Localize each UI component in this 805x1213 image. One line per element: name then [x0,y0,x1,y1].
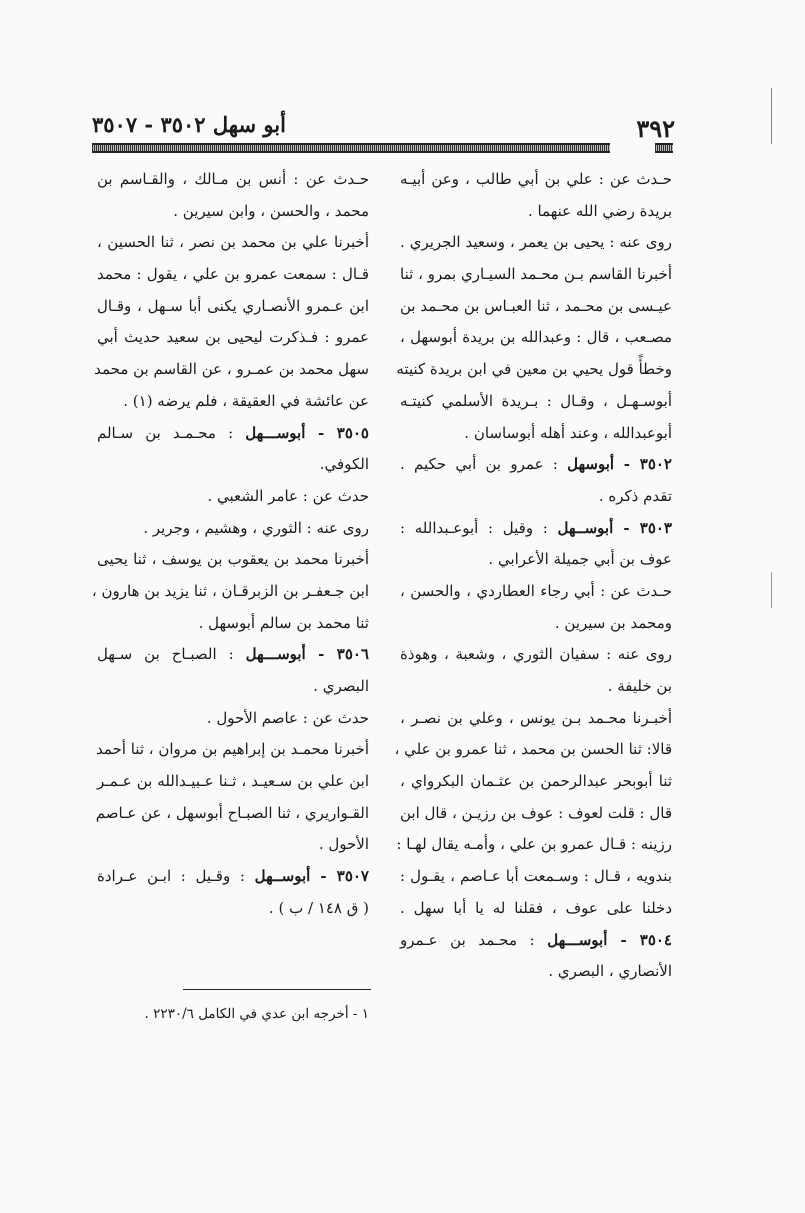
text-line: سهل محمد بن عمـرو ، عن القاسم بن محمد [94,360,369,379]
footnote-rule [183,989,371,990]
text-line: بن خليفة . [607,677,672,695]
text-line: حدث عن : عاصم الأحول . [206,708,369,727]
text-line: رزينه : قـال عمرو بن علي ، وأمـه يقال لهـا : [396,835,672,854]
entry-name: : الصبـاح بن سـهل [97,645,246,664]
text-line: تقدم ذكره . [598,486,672,505]
entry-heading [97,861,369,893]
entry-heading [97,639,369,671]
text-line: روى عنه : يحيى بن يعمر ، وسعيد الجريري . [400,233,672,252]
text-line: حـدث عن : أنس بن مـالك ، والقـاسم بن [97,170,369,188]
entry-number-title: ٣٥٠٥ - أبوســـهل [245,423,369,442]
text-line: ( ق ١٤٨ / ب ) . [268,898,369,917]
text-line: روى عنه : سفيان الثوري ، وشعبة ، وهوذة [400,645,672,664]
entry-name: : وقـيل : ابـن عـرادة [97,867,255,886]
text-line: ابن جـعفـر بن الزبرقـان ، ثنا يزيد بن هارون ، [91,581,369,600]
entry-number-title: ٣٥٠٣ - أبوســهل [557,518,672,537]
footnote: ١ - أخرجه ابن عدي في الكامل ٢٢٣٠/٦ . [144,1006,369,1022]
entry-heading [400,925,672,957]
text-line: روى عنه : الثوري ، وهشيم ، وجرير . [143,518,369,537]
text-line: الكوفي. [319,455,369,474]
left-column [91,164,369,925]
text-line: أخبـرنا محـمد بـن يونس ، وعلي بن نصـر ، [400,708,672,727]
text-line: ثنا أبوبحر عبدالرحمن بن عثـمان البكرواي ، [400,772,672,791]
entry-number-title: ٣٥٠٦ - أبوســـهل [245,645,369,664]
entry-name: : محـمـد بن سـالم [97,423,246,442]
entry-number-title: ٣٥٠٢ - أبوسهل [567,455,672,474]
entry-heading [97,418,369,450]
entry-name: : محـمد بن عـمرو [400,930,548,949]
text-line: عن عائشة في العقيقة ، فلم يرضه (١) . [123,391,369,410]
text-line: بريدة رضي الله عنهما . [527,201,672,220]
text-line: أخبرنا محمـد بن إبراهيم بن مروان ، ثنا أحمد [95,740,369,759]
page-number: ٣٩٢ [636,114,675,143]
running-head: أبو سهل ٣٥٠٢ - ٣٥٠٧ [92,112,286,137]
text-line: الأنصاري ، البصري . [548,962,672,981]
entry-heading [400,513,672,545]
text-line: الأحول . [318,835,369,854]
header-rule [92,143,610,153]
text-line: قالا: ثنا الحسن بن محمد ، ثنا عمرو بن علي ، [394,740,672,759]
entry-number-title: ٣٥٠٧ - أبوســهل [254,867,369,886]
header-rule [655,143,673,153]
text-line: حـدث عن : علي بن أبي طالب ، وعن أبيـه [400,170,672,188]
text-line: أخبرنا القاسم بـن محـمد السيـاري بمرو ، ثنا [400,265,672,284]
entry-name: : وقيل : أبوعـبدالله : [400,518,558,537]
text-line: أخبرنا محمد بن يعقوب بن يوسف ، ثنا يحيى [97,550,369,569]
text-line: عوف بن أبي جميلة الأعرابي . [488,550,672,569]
text-line: بندويه ، قـال : وسـمعت أبا عـاصم ، يقـول : [400,867,672,886]
text-line: عمرو : فـذكرت ليحيى بن سعيد حديث أبي [97,328,369,347]
entry-number-title: ٣٥٠٤ - أبوســـهل [547,930,672,949]
text-line: قـال : سمعت عمرو بن علي ، يقول : محمد [97,265,369,284]
text-line: وخطأً قول يحيي بن معين في ابن بريدة كنيته [396,360,672,379]
text-line: ومحمد بن سيرين . [554,613,672,632]
text-line: البصري . [313,677,369,695]
text-line: محمد ، والحسن ، وابن سيرين . [173,201,369,220]
margin-mark [771,572,772,608]
text-line: عيـسى بن محـمد ، ثنا العبـاس بن محـمد بن [400,296,672,315]
margin-mark [771,88,772,144]
entry-name: : عمرو بن أبي حكيم . [400,455,568,474]
text-line: حدث عن : عامر الشعبي . [207,486,369,505]
text-line: قال : قلت لعوف : عوف بن رزيـن ، قال ابن [400,803,672,822]
text-line: أخبرنا علي بن محمد بن نصر ، ثنا الحسين ، [97,233,369,252]
text-line: ثنا محمد بن سالم أبوسهل . [198,613,369,632]
text-line: أبوعبدالله ، وعند أهله أبوساسان . [464,423,672,442]
page-header [92,112,675,146]
text-line: أبوسـهـل ، وقـال : بـريدة الأسلمي كنيتـه [400,391,672,410]
text-line: القـواريري ، ثنا الصبـاح أبوسهل ، عن عـاصم [95,803,369,822]
entry-heading [400,449,672,481]
text-line: ابن علي بن سـعيـد ، ثـنا عـبيـدالله بن عـمـر [97,772,369,791]
text-line: مصـعب ، قال : وعبدالله بن بريدة أبوسهل ، [400,328,672,347]
right-column [394,164,672,988]
text-line: دخلنا على عوف ، فقلنا له يا أبا سهل . [400,898,672,917]
text-line: حـدث عن : أبي رجاء العطاردي ، والحسن ، [400,581,672,600]
text-line: ابن عـمرو الأنصـاري يكنى أبا سـهل ، وقـال [97,296,369,315]
